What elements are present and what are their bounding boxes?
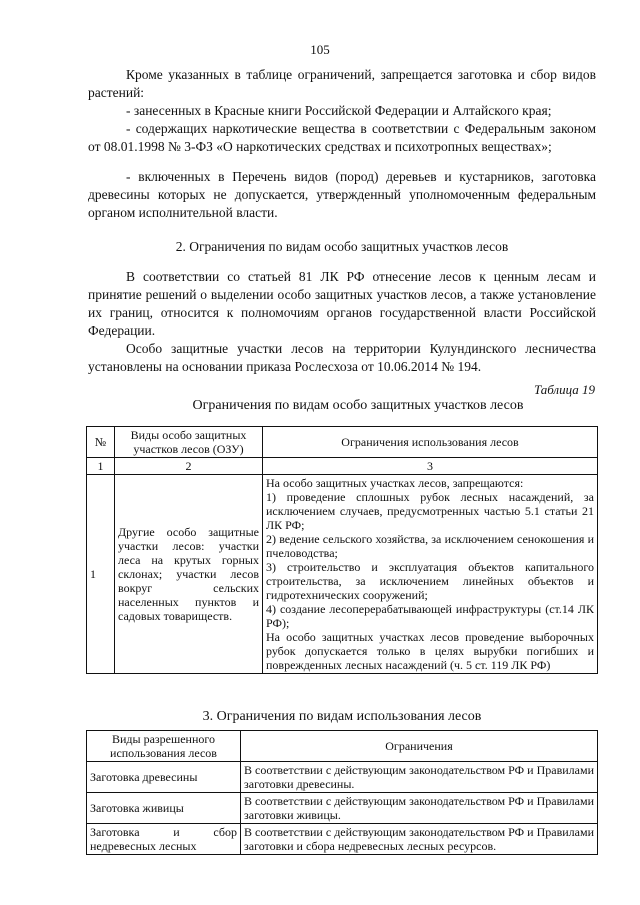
table-row: [87, 793, 598, 824]
intro-paragraph: Кроме указанных в таблице ограничений, запрещается заготовка и сбор видов растений:: [88, 67, 596, 100]
intro-bullet-1: - занесенных в Красные книги Российской Федерации и Алтайского края;: [126, 103, 552, 118]
section2-paragraph-2: Особо защитные участки лесов на территории Кулундинского лесничества установлены на основании приказа Рослесхоза от 10.06.2014 № 194.: [88, 341, 596, 374]
index-cell: 1: [87, 458, 115, 475]
restriction-line: На особо защитных участках лесов проведение выборочных рубок допускается только в целях вырубки погибших и поврежденных лесных насаждений (ч. 5 ст. 119 ЛК РФ): [266, 630, 594, 672]
table-row: [87, 824, 598, 855]
restriction-line: 2) ведение сельского хозяйства, за исключением сенокошения и пчеловодства;: [266, 532, 594, 560]
col-header-num: №: [87, 427, 115, 458]
col-header-use-type: Виды разрешенного использования лесов: [87, 731, 241, 762]
section2-heading: 2. Ограничения по видам особо защитных участков лесов: [175, 239, 509, 254]
restriction-line: 1) проведение сплошных рубок лесных насаждений, за исключением случаев, предусмотренных частью 5.1 статьи 21 ЛК РФ;: [266, 490, 594, 532]
table-header-row: [87, 731, 598, 762]
ozu-type: Другие особо защитные участки лесов: участки леса на крутых горных склонах; участки лесов вокруг сельских населенных пунктов и садовых товариществ.: [115, 475, 263, 674]
page-number: 105: [310, 42, 330, 57]
table-row: [87, 762, 598, 793]
restriction-line: 3) строительство и эксплуатация объектов капитального строительства, за исключением линейных объектов и гидротехнических сооружений;: [266, 560, 594, 602]
table19-title: Ограничения по видам особо защитных участков лесов: [192, 398, 524, 413]
col-header-type: Виды особо защитных участков лесов (ОЗУ): [115, 427, 263, 458]
table-row: [87, 475, 598, 674]
use-restriction: В соответствии с действующим законодательством РФ и Правилами заготовки древесины.: [241, 762, 598, 793]
section3-heading: 3. Ограничения по видам использования лесов: [202, 709, 482, 724]
table-header-row: [87, 427, 598, 458]
table19: [86, 426, 598, 674]
section2-paragraph-1: В соответствии со статьей 81 ЛК РФ отнесение лесов к ценным лесам и принятие решений о выделении особо защитных участков лесов, а также установление их границ, относится к полномочиям органов государственной власти Российской Федерации.: [88, 269, 596, 338]
use-type: Заготовка и сбор недревесных лесных: [87, 824, 241, 855]
intro-bullet-3: - включенных в Перечень видов (пород) деревьев и кустарников, заготовка древесины которых не допускается, утвержденный уполномоченным федеральным органом исполнительной власти.: [88, 169, 596, 220]
table19-caption: Таблица 19: [533, 382, 595, 397]
use-restriction: В соответствии с действующим законодательством РФ и Правилами заготовки и сбора недревесных лесных ресурсов.: [241, 824, 598, 855]
use-type: Заготовка древесины: [87, 762, 241, 793]
row-number: 1: [87, 475, 115, 674]
table-index-row: [87, 458, 598, 475]
restrictions-cell: [263, 475, 598, 674]
use-type: Заготовка живицы: [87, 793, 241, 824]
col-header-restrictions: Ограничения использования лесов: [263, 427, 598, 458]
intro-bullet-2: - содержащих наркотические вещества в соответствии с Федеральным законом от 08.01.1998 № 3-ФЗ «О наркотических средствах и психотропных веществах»;: [88, 121, 596, 154]
table-forest-use: [86, 730, 598, 855]
restriction-line: На особо защитных участках лесов, запрещаются:: [266, 476, 524, 490]
use-restriction: В соответствии с действующим законодательством РФ и Правилами заготовки живицы.: [241, 793, 598, 824]
col-header-restrictions: Ограничения: [241, 731, 598, 762]
index-cell: 3: [263, 458, 598, 475]
restriction-line: 4) создание лесоперерабатывающей инфраструктуры (ст.14 ЛК РФ);: [266, 602, 594, 630]
index-cell: 2: [115, 458, 263, 475]
